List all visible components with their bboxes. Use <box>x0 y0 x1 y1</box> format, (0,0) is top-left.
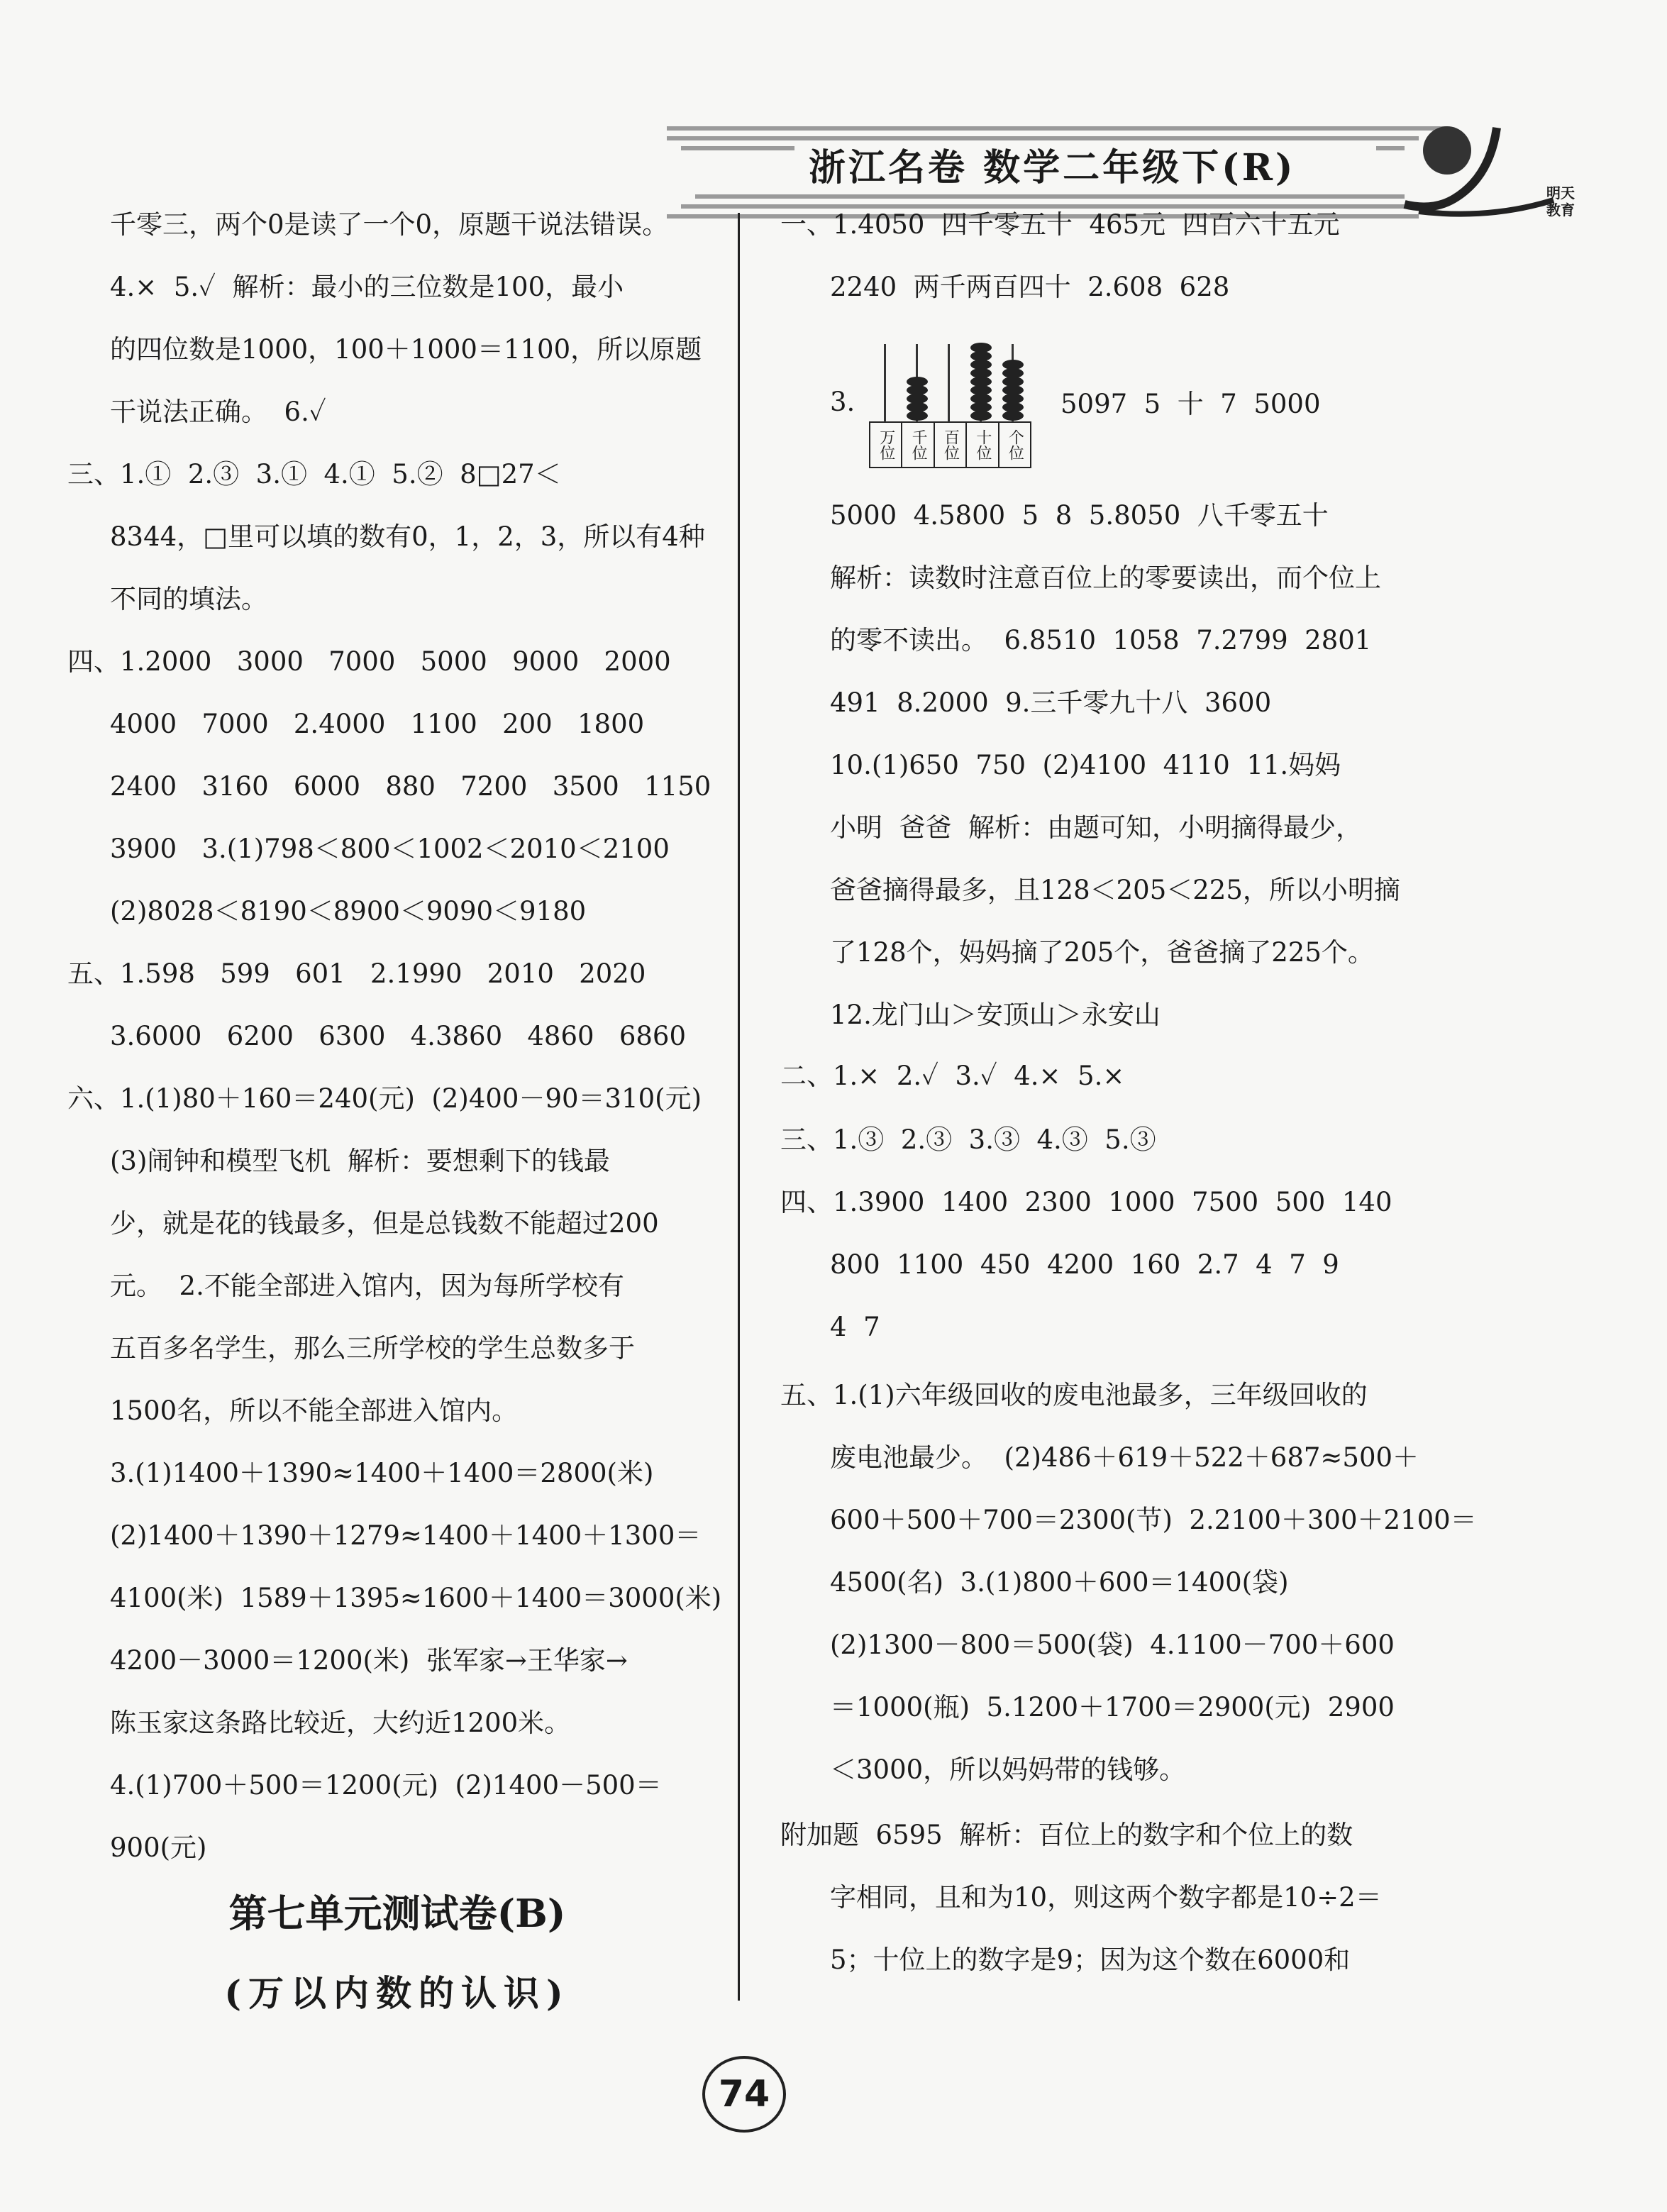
text-line: 3. <box>830 387 855 417</box>
abacus-bead <box>1002 377 1024 387</box>
text-line: 3900 3.(1)798＜800＜1002＜2010＜2100 <box>110 834 670 864</box>
text-line: 5；十位上的数字是9；因为这个数在6000和 <box>830 1945 1351 1975</box>
abacus-bead <box>970 343 992 353</box>
text-line: 4.× 5.✓ 解析：最小的三位数是100，最小 <box>110 272 624 302</box>
text-line: ＝1000(瓶) 5.1200＋1700＝2900(元) 2900 <box>830 1692 1395 1722</box>
text-line: 900(元) <box>110 1832 207 1863</box>
text-line: 四、1.3900 1400 2300 1000 7500 500 140 <box>780 1187 1392 1217</box>
text-line: 4100(米) 1589＋1395≈1600＋1400＝3000(米) <box>110 1583 722 1613</box>
header-title: 浙江名卷 数学二年级下(R) <box>794 143 1376 193</box>
abacus-bead <box>1002 394 1024 404</box>
text-line: 六、1.(1)80＋160＝240(元) (2)400－90＝310(元) <box>67 1083 702 1114</box>
text-line: 附加题 6595 解析：百位上的数字和个位上的数 <box>780 1820 1353 1850</box>
text-line: (3)闹钟和模型飞机 解析：要想剩下的钱最 <box>110 1146 610 1176</box>
text-line: 600＋500＋700＝2300(节) 2.2100＋300＋2100＝ <box>830 1505 1477 1535</box>
abacus-place-label: 个位 <box>1006 429 1024 460</box>
abacus-answer: 5097 5 十 7 5000 <box>1060 389 1321 419</box>
abacus-place-label: 百位 <box>935 423 967 467</box>
text-line: 废电池最少。 (2)486＋619＋522＋687≈500＋ <box>830 1442 1419 1473</box>
abacus-bead <box>1002 360 1024 370</box>
text-line: (2)1400＋1390＋1279≈1400＋1400＋1300＝ <box>110 1520 702 1551</box>
text-line: 4000 7000 2.4000 1100 200 1800 <box>110 709 645 739</box>
text-line: 8344，□里可以填的数有0，1，2，3，所以有4种 <box>110 521 705 552</box>
abacus-bead <box>970 351 992 361</box>
text-line: 三、1.① 2.③ 3.① 4.① 5.② 8□27＜ <box>67 459 561 490</box>
unit-title: 第七单元测试卷(B) <box>228 1891 566 1936</box>
abacus-bead <box>970 402 992 412</box>
text-line: 10.(1)650 750 (2)4100 4110 11.妈妈 <box>830 750 1341 780</box>
text-line: 的四位数是1000，100＋1000＝1100，所以原题 <box>110 334 702 365</box>
text-line: 3.6000 6200 6300 4.3860 4860 6860 <box>110 1021 686 1051</box>
text-line: 4 7 <box>830 1312 880 1342</box>
text-line: (2)1300－800＝500(袋) 4.1100－700＋600 <box>830 1630 1395 1660</box>
abacus-bead <box>970 368 992 378</box>
text-line: 了128个，妈妈摘了205个，爸爸摘了225个。 <box>830 937 1374 968</box>
text-line: 小明 爸爸 解析：由题可知，小明摘得最少， <box>830 812 1363 843</box>
text-line: 三、1.③ 2.③ 3.③ 4.③ 5.③ <box>780 1124 1156 1155</box>
text-line: 4500(名) 3.(1)800＋600＝1400(袋) <box>830 1567 1289 1598</box>
logo-icon <box>1390 121 1617 227</box>
text-line: 一、1.4050 四千零五十 465元 四百六十五元 <box>780 209 1340 240</box>
column-divider <box>738 213 740 2001</box>
abacus-bead <box>907 394 928 404</box>
abacus-bead <box>970 377 992 387</box>
abacus-bead <box>970 394 992 404</box>
text-line: 解析：读数时注意百位上的零要读出，而个位上 <box>830 563 1381 593</box>
text-line: 2240 两千两百四十 2.608 628 <box>830 272 1230 302</box>
text-line: 元。 2.不能全部进入馆内，因为每所学校有 <box>110 1271 624 1301</box>
text-line: 二、1.× 2.✓ 3.✓ 4.× 5.× <box>780 1061 1125 1091</box>
abacus-bead <box>907 411 928 421</box>
abacus-rod <box>948 344 950 422</box>
text-line: 2400 3160 6000 880 7200 3500 1150 <box>110 771 711 802</box>
text-line: 陈玉家这条路比较近，大约近1200米。 <box>110 1708 571 1738</box>
text-line: 五、1.598 599 601 2.1990 2010 2020 <box>67 958 646 989</box>
header-stripe <box>695 194 1405 199</box>
abacus-bead <box>1002 385 1024 395</box>
unit-subtitle: (万以内数的认识) <box>224 1972 570 2014</box>
header-stripe <box>667 126 1447 131</box>
abacus-bead <box>907 385 928 395</box>
abacus-figure <box>869 337 1039 468</box>
abacus-bead <box>907 402 928 412</box>
text-line: 干说法正确。 6.✓ <box>110 397 326 427</box>
abacus-place-row <box>869 421 1031 468</box>
abacus-place-label: 万位 <box>870 423 902 467</box>
abacus-bead <box>970 360 992 370</box>
abacus-place-label: 千位 <box>902 423 934 467</box>
text-line: 1500名，所以不能全部进入馆内。 <box>110 1395 519 1426</box>
text-line: (2)8028＜8190＜8900＜9090＜9180 <box>110 896 587 927</box>
abacus-bead <box>907 377 928 387</box>
text-line: 3.(1)1400＋1390≈1400＋1400＝2800(米) <box>110 1458 654 1488</box>
abacus-rod <box>884 344 886 422</box>
abacus-bead <box>1002 402 1024 412</box>
text-line: 少，就是花的钱最多，但是总钱数不能超过200 <box>110 1208 659 1239</box>
abacus-bead <box>1002 411 1024 421</box>
text-line: 4.(1)700＋500＝1200(元) (2)1400－500＝ <box>110 1770 662 1801</box>
text-line: 的零不读出。 6.8510 1058 7.2799 2801 <box>830 625 1372 656</box>
abacus-bead <box>970 411 992 421</box>
text-line: 不同的填法。 <box>110 584 267 614</box>
text-line: 5000 4.5800 5 8 5.8050 八千零五十 <box>830 500 1329 531</box>
text-line: 800 1100 450 4200 160 2.7 4 7 9 <box>830 1249 1339 1280</box>
text-line: ＜3000，所以妈妈带的钱够。 <box>830 1754 1186 1785</box>
header-stripe <box>667 136 1419 140</box>
text-line: 字相同，且和为10，则这两个数字都是10÷2＝ <box>830 1882 1382 1913</box>
abacus-bead <box>970 385 992 395</box>
page-number: 74 <box>702 2056 786 2133</box>
text-line: 千零三，两个0是读了一个0，原题干说法错误。 <box>110 209 669 240</box>
text-line: 491 8.2000 9.三千零九十八 3600 <box>830 687 1272 718</box>
abacus-bead <box>1002 368 1024 378</box>
text-line: 五、1.(1)六年级回收的废电池最多，三年级回收的 <box>780 1380 1368 1410</box>
abacus-place-label: 十位 <box>967 423 999 467</box>
text-line: 四、1.2000 3000 7000 5000 9000 2000 <box>67 646 671 677</box>
text-line: 五百多名学生，那么三所学校的学生总数多于 <box>110 1333 635 1364</box>
text-line: 爸爸摘得最多，且128＜205＜225，所以小明摘 <box>830 875 1400 905</box>
logo-text: 明天教育 <box>1546 184 1575 219</box>
text-line: 12.龙门山＞安顶山＞永安山 <box>830 1000 1161 1030</box>
text-line: 4200－3000＝1200(米) 张军家→王华家→ <box>110 1645 628 1676</box>
